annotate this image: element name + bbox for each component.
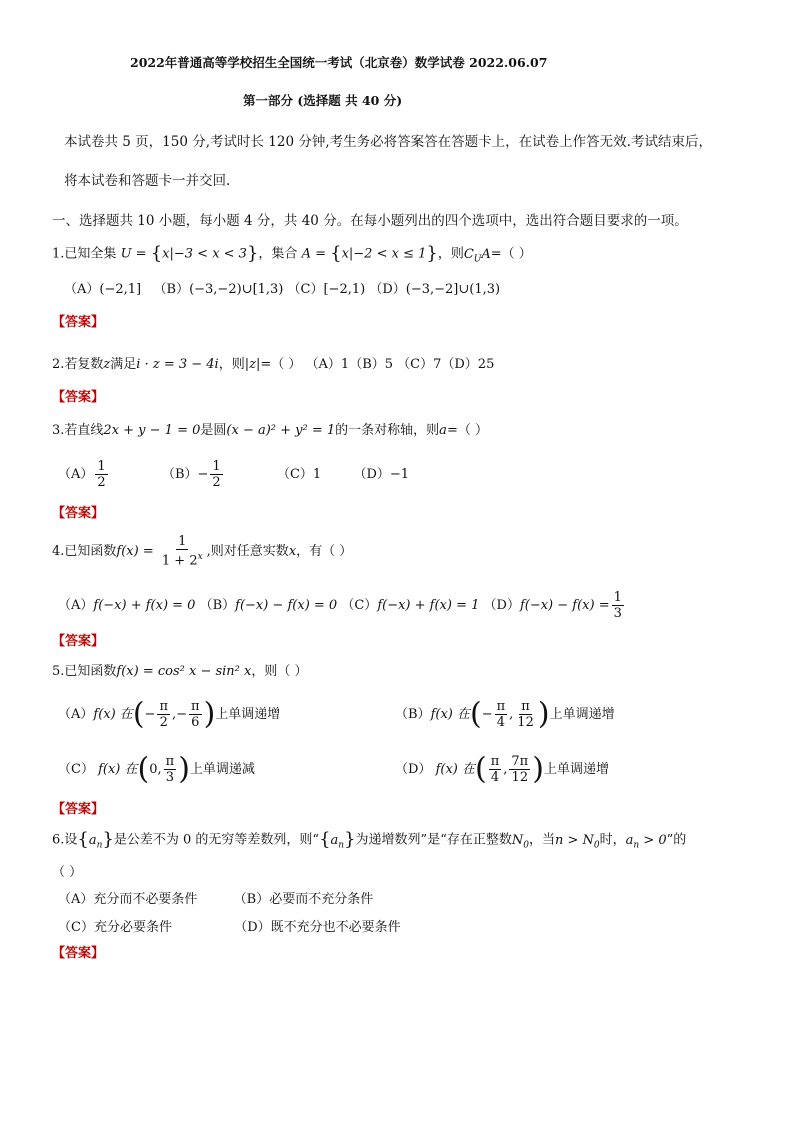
q5-option-d[interactable]: （D） f(x) 在( $\frac{\pi}{4}$ , $\frac{7\pi}{12}$ )上单调递增 (395, 751, 609, 787)
question-6-stem: 6.设$\{a_n\}$是公差不为 0 的无穷等差数列，则“$\{a_n\}$为递增数列”是“存在正整数$N_0$，当$n > N_0$时，$a_n > 0$”的 (52, 829, 687, 851)
q2-option-b[interactable]: （B）5 (349, 357, 394, 372)
answer-label-2: 【答案】 (52, 390, 105, 405)
question-1-options (64, 281, 500, 299)
q6-option-d[interactable]: （D）既不充分也不必要条件 (234, 920, 401, 935)
question-2-stem: 2.若复数z满足i · z = 3 − 4i，则|z|=（ ） （A）1（B）5 （C）7（D）25 (52, 357, 495, 372)
q4-option-a[interactable]: （A）f(−x) + f(x) = 0 (58, 598, 196, 613)
question-3-options (58, 458, 409, 492)
q5-option-b[interactable]: （B）f(x) 在(− $\frac{\pi}{4}$ , $\frac{\pi}{12}$ )上单调递增 (395, 696, 615, 732)
question-6-paren: （ ） (52, 865, 83, 880)
q2-option-d[interactable]: （D）25 (441, 357, 495, 372)
question-3-stem: 3.若直线2x + y − 1 = 0是圆(x − a)² + y² = 1的一条对称轴，则a=（ ） (52, 423, 488, 438)
q5-option-c[interactable]: （C） f(x) 在(0, $\frac{\pi}{3}$ )上单调递减 (58, 751, 255, 787)
part-title: 第一部分 (选择题 共 40 分) (243, 93, 403, 108)
q6-option-a[interactable]: （A）充分而不必要条件 (58, 892, 198, 907)
section-heading: 一、选择题共 10 小题，每小题 4 分，共 40 分。在每小题列出的四个选项中，选出符合题目要求的一项。 (52, 213, 688, 229)
question-4-options (58, 588, 626, 624)
q2-option-a[interactable]: （A）1 (305, 357, 350, 372)
q6-option-c[interactable]: （C）充分必要条件 (58, 920, 172, 935)
q5-option-a[interactable]: （A）f(x) 在(− $\frac{\pi}{2}$ ,− $\frac{\pi}{6}$ )上单调递增 (58, 696, 281, 732)
q3-option-d[interactable]: （D）−1 (353, 467, 410, 482)
q3-option-b[interactable]: （B）− $\frac{1}{2}$ (161, 459, 221, 490)
q3-option-a[interactable]: （A） $\frac{1}{2}$ (58, 459, 106, 490)
q2-option-c[interactable]: （C）7 (397, 357, 442, 372)
exam-title: 2022年普通高等学校招生全国统一考试（北京卷）数学试卷 2022.06.07 (130, 55, 548, 70)
question-6-options-row-2 (58, 919, 401, 937)
answer-label-6: 【答案】 (52, 946, 105, 961)
q4-option-d[interactable]: （D）f(−x) − f(x) = $\frac{1}{3}$ (483, 590, 622, 621)
q6-option-b[interactable]: （B）必要而不充分条件 (233, 892, 374, 907)
q4-option-c[interactable]: （C）f(−x) + f(x) = 1 (341, 598, 480, 613)
question-5-stem: 5.已知函数f(x) = cos² x − sin² x，则（ ） (52, 664, 308, 679)
q4-option-b[interactable]: （B）f(−x) − f(x) = 0 (199, 598, 338, 613)
answer-label-4: 【答案】 (52, 634, 105, 649)
answer-label-1: 【答案】 (52, 315, 105, 330)
answer-label-3: 【答案】 (52, 506, 105, 521)
q1-option-b[interactable]: （B）(−3,−2)∪[1,3) (153, 282, 284, 297)
q1-option-a[interactable]: （A）(−2,1] (64, 282, 142, 297)
question-6-options-row-1 (58, 891, 373, 909)
q3-option-c[interactable]: （C）1 (276, 467, 322, 482)
question-1-stem: 1.已知全集 U = {x|−3 < x < 3}，集合 A = {x|−2 < x ≤ 1}，则$C_UA=$（ ） (52, 243, 532, 265)
q1-option-d[interactable]: （D）(−3,−2]∪(1,3) (369, 282, 501, 297)
intro-line-1: 本试卷共 5 页，150 分,考试时长 120 分钟,考生务必将答案答在答题卡上，在试卷上作答无效.考试结束后， (64, 134, 712, 150)
question-4-stem: 4.已知函数f(x) = $\frac{1}{1 + 2^x}$ ,则对任意实数x，有（ ） (52, 534, 353, 569)
q1-option-c[interactable]: （C）[−2,1) (287, 282, 366, 297)
answer-label-5: 【答案】 (52, 802, 105, 817)
intro-line-2: 将本试卷和答题卡一并交回. (64, 173, 231, 189)
